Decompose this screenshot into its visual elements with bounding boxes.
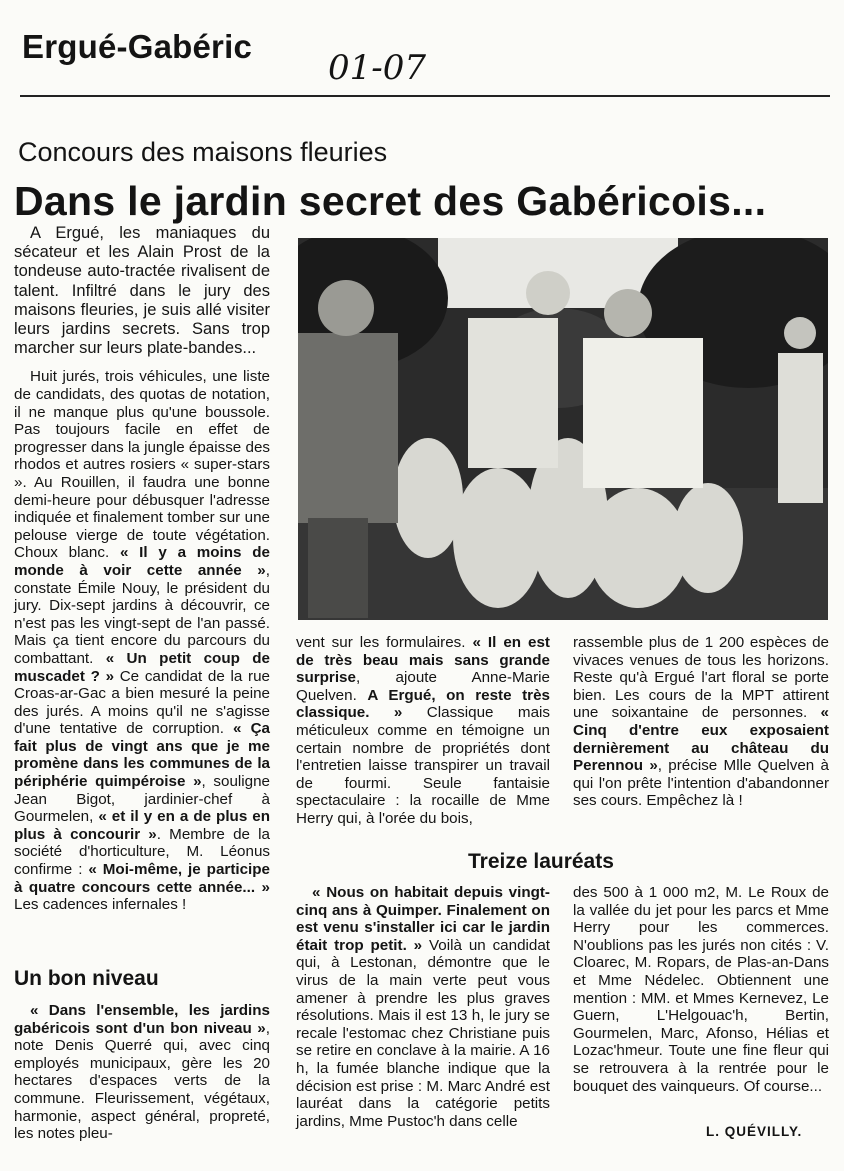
column-1-bottom bbox=[14, 1002, 270, 1143]
body-paragraph bbox=[296, 884, 550, 1130]
text-run: Les cadences infernales ! bbox=[14, 896, 187, 914]
section-title: Ergué-Gabéric bbox=[22, 28, 253, 65]
quote-run: « Dans l'ensemble, les jardins gabéricois sont d'un bon niveau » bbox=[14, 1002, 270, 1037]
column-2-bottom bbox=[296, 884, 550, 1130]
body-paragraph bbox=[296, 634, 550, 828]
text-run: Voilà un candidat qui, à Lestonan, démontre que le virus de la main verte peut vous amener à prendre les plus graves résolutions. Mais il est 13 h, le jury se recale l'estomac chez Christiane puis se retire en conclave à la mairie. A 16 h, la fumée blanche indique que la décision est prise : M. Marc André est lauréat dans la catégorie petits jardins, Mme Pustoc'h dans celle bbox=[296, 936, 551, 1130]
text-run: , souligne Jean Bigot, jardinier-chef à Gourmelen, bbox=[14, 773, 270, 826]
quote-run: « Il y a moins de monde à voir cette année » bbox=[14, 544, 270, 579]
quote-run: « et il y en a de plus en plus à concourir » bbox=[14, 808, 270, 843]
garden-photo bbox=[298, 238, 828, 620]
header-rule bbox=[20, 95, 830, 97]
quote-run: « Un petit coup de muscadet ? » bbox=[14, 649, 270, 685]
text-run: Classique mais méticuleux comme en témoigne un certain nombre de propriétés dont l'entretien laisse transpirer un travail de fourmi. Seule fantaisie spectaculaire : la rocaille de Mme Herry qui, à l'orée du bois, bbox=[296, 704, 550, 827]
column-3-bottom bbox=[573, 884, 829, 1095]
author-signature: L. QUÉVILLY. bbox=[706, 1124, 803, 1139]
quote-run: « Nous on habitait depuis vingt-cinq ans à Quimper. Finalement on est venu s'installer ici car le jardin était trop petit. » bbox=[296, 884, 550, 954]
column-2 bbox=[296, 634, 550, 828]
text-run: , constate Émile Nouy, le président du jury. Dix-sept jardins à découvrir, ce n'est pas les vingt-sept de l'an passé. Mais ça tient encore du parcours du combattant. bbox=[14, 561, 270, 667]
column-1 bbox=[14, 224, 270, 914]
text-run: Ce candidat de la rue Croas-ar-Gac a bien mesuré la peine des jurés. A moins qu'il ne s'agisse d'une tentative de corruption. bbox=[14, 667, 270, 738]
quote-run: « Ça fait plus de vingt ans que je me promène dans les communes de la périphérie quimpéroise » bbox=[14, 720, 270, 791]
column-3 bbox=[573, 634, 829, 810]
body-paragraph bbox=[14, 368, 270, 913]
text-run: , ajoute Anne-Marie Quelven. bbox=[296, 669, 550, 704]
text-run: Huit jurés, trois véhicules, une liste de candidats, des quotas de notation, il ne manque plus qu'une boussole. Pas toujours facile en effet de progresser dans la jungle épaisse des rhodos et autres rosiers « super-stars ». Au Rouillen, il faudra une bonne demi-heure pour débusquer l'adresse indiquée et finalement tomber sur une pelouse vierge de toute végétation. Choux blanc. bbox=[14, 368, 270, 562]
text-run: , précise Mlle Quelven à qui l'on prête l'intention d'abandonner ses cours. Empêchez là ! bbox=[573, 757, 829, 810]
text-run: , note Denis Querré qui, avec cinq employés municipaux, gère les 20 hectares d'espaces verts de la commune. Fleurissement, végétaux, harmonie, aspect général, propreté, les notes pleu- bbox=[14, 1019, 270, 1143]
body-paragraph bbox=[573, 884, 829, 1095]
handwritten-date: 01-07 bbox=[328, 48, 427, 88]
headline: Dans le jardin secret des Gabéricois... bbox=[14, 178, 767, 224]
quote-run: « Cinq d'entre eux exposaient dernièrement au château du Perennou » bbox=[573, 704, 829, 775]
text-run: . Membre de la société d'horticulture, M. Léonus confirme : bbox=[14, 825, 270, 879]
subheading-bon-niveau: Un bon niveau bbox=[14, 967, 159, 990]
quote-run: « Moi-même, je participe à quatre concours cette année... » bbox=[14, 861, 270, 896]
text-run: des 500 à 1 000 m2, M. Le Roux de la vallée du jet pour les parcs et Mme Herry pour les commerces. N'oublions pas les jurés non cités : V. Cloarec, M. Ropars, de Plas-an-Dans et Mme Nédelec. Obtiennent une mention : MM. et Mmes Kernevez, Le Guern, L'Helgouac'h, Bertin, Gourmelen, Marc, Afonso, Hélias et Lozac'hmeur. Toute une fine fleur qui se retrouvera à la rentrée pour le bouquet des vainqueurs. Of course... bbox=[573, 884, 829, 1095]
subheading-treize-laureats: Treize lauréats bbox=[468, 850, 614, 873]
quote-run: A Ergué, on reste très classique. » bbox=[296, 686, 550, 722]
body-paragraph bbox=[573, 634, 829, 810]
body-paragraph bbox=[14, 1002, 270, 1143]
kicker: Concours des maisons fleuries bbox=[18, 137, 388, 167]
text-run: vent sur les formulaires. bbox=[296, 634, 473, 651]
lead-paragraph: A Ergué, les maniaques du sécateur et les Alain Prost de la tondeuse auto-tractée rivalisent de talent. Infiltré dans le jury des maisons fleuries, je suis allé visiter leurs jardins secrets. Sans trop marcher sur leurs plate-bandes... bbox=[14, 224, 270, 358]
text-run: rassemble plus de 1 200 espèces de vivaces venues de tous les horizons. Reste qu'à Ergué l'art floral se porte bien. Les cours de la MPT attirent une soixantaine de personnes. bbox=[573, 634, 829, 722]
quote-run: « Il en est de très beau mais sans grande surprise bbox=[296, 634, 550, 687]
